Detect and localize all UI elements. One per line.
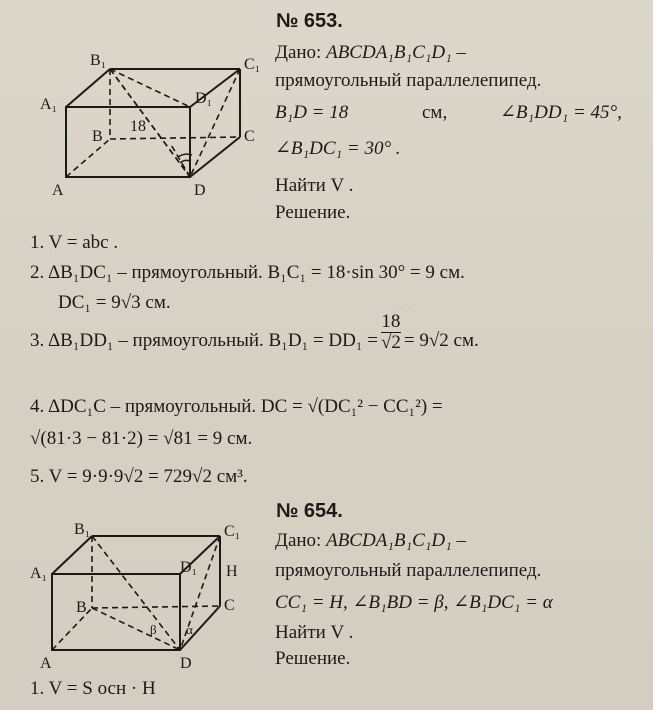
bleed-through-text: · · · bbox=[390, 300, 413, 316]
p653-step3 bbox=[30, 311, 479, 354]
p653-step3-denominator: √2 bbox=[380, 332, 401, 354]
p654-solution-heading: Решение. bbox=[275, 648, 351, 669]
p653-given-label: Дано: bbox=[275, 42, 322, 63]
fig654-label-C1: C₁ bbox=[224, 523, 241, 540]
p653-find: Найти V . bbox=[275, 175, 354, 196]
problem-654-title: № 654. bbox=[276, 500, 343, 522]
fig653-label-B: B bbox=[92, 128, 103, 145]
p653-solution-heading: Решение. bbox=[275, 202, 351, 223]
fig654-label-beta: β bbox=[150, 622, 157, 637]
fig654-label-B1: B₁ bbox=[74, 521, 91, 538]
p653-cond1-unit: см, bbox=[422, 102, 448, 123]
p654-given-desc: прямоугольный параллелепипед. bbox=[275, 560, 542, 581]
fig653-label-A: A bbox=[52, 182, 64, 199]
fig653-label-D: D bbox=[194, 182, 206, 199]
fig654-label-D: D bbox=[180, 655, 192, 672]
p653-step2a: 2. ΔB₁DC₁ – прямоугольный. B₁C₁ = 18·sin 30° = 9 см. bbox=[30, 262, 465, 283]
fig654-label-D1: D₁ bbox=[180, 559, 198, 576]
p654-cond: CC₁ = H, ∠B₁BD = β, ∠B₁DC₁ = α bbox=[275, 592, 553, 613]
p653-cond3: ∠B₁DC₁ = 30° . bbox=[275, 138, 401, 159]
fig654-label-H: H bbox=[226, 563, 238, 580]
p653-step4a: 4. ΔDC₁C – прямоугольный. DC = √(DC₁² − CC₁²) = bbox=[30, 396, 443, 417]
fig653-label-C: C bbox=[244, 128, 255, 145]
p653-step2b: DC₁ = 9√3 см. bbox=[58, 292, 171, 313]
figure-653-parallelepiped bbox=[30, 45, 280, 199]
fig653-label-A1: A₁ bbox=[40, 96, 58, 113]
fig654-label-alpha: α bbox=[186, 622, 193, 637]
p653-step3-fraction bbox=[381, 312, 401, 353]
fig654-label-B: B bbox=[76, 599, 87, 616]
p653-cond2: ∠B₁DD₁ = 45°, bbox=[500, 102, 622, 123]
fig653-label-B1: B₁ bbox=[90, 52, 107, 69]
p653-step4b: √(81·3 − 81·2) = √81 = 9 см. bbox=[30, 428, 253, 449]
problem-653-title: № 653. bbox=[276, 10, 343, 32]
p654-find: Найти V . bbox=[275, 622, 354, 643]
p653-given-line bbox=[275, 42, 466, 64]
p653-step5: 5. V = 9·9·9√2 = 729√2 см³. bbox=[30, 466, 248, 487]
p653-given-object: ABCDA₁B₁C₁D₁ – bbox=[326, 42, 466, 63]
p653-given-desc: прямоугольный параллелепипед. bbox=[275, 70, 542, 91]
fig653-label-C1: C₁ bbox=[244, 56, 261, 73]
p653-step3-numerator: 18 bbox=[381, 311, 401, 333]
p654-step1: 1. V = S осн · H bbox=[30, 678, 156, 699]
fig653-label-length: 18 bbox=[130, 118, 146, 135]
fig654-label-C: C bbox=[224, 597, 235, 614]
p653-cond1: B₁D = 18 bbox=[275, 102, 349, 123]
fig653-label-D1: D₁ bbox=[195, 90, 213, 107]
p653-step1: 1. V = abc . bbox=[30, 232, 119, 253]
p654-given-object: ABCDA₁B₁C₁D₁ – bbox=[326, 530, 466, 551]
fig654-label-A: A bbox=[40, 655, 52, 672]
p653-step3-tail: = 9√2 см. bbox=[403, 330, 479, 351]
p653-step3-lead: 3. ΔB₁DD₁ – прямоугольный. B₁D₁ = DD₁ = bbox=[30, 330, 378, 351]
p654-given-label: Дано: bbox=[275, 530, 322, 551]
p654-given-line bbox=[275, 530, 466, 552]
figure-654-parallelepiped bbox=[30, 512, 280, 672]
fig654-label-A1: A₁ bbox=[30, 565, 48, 582]
